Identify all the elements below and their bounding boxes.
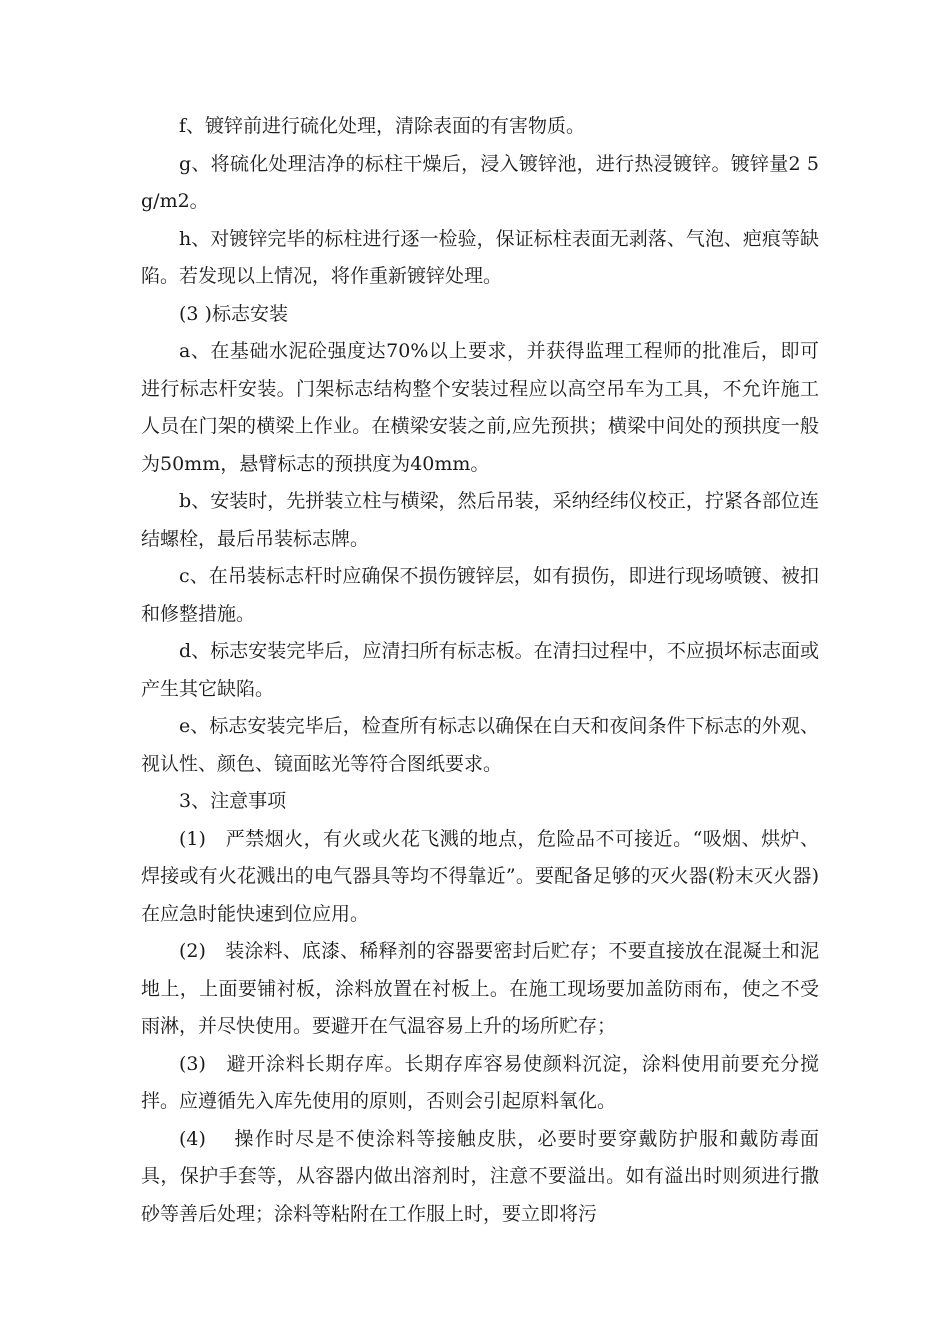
paragraph-d-cleaning: d、标志安装完毕后，应清扫所有标志板。在清扫过程中，不应损坏标志面或产生其它缺陷。 <box>141 640 819 700</box>
paragraph-f-sulfurization: f、镀锌前进行硫化处理，清除表面的有害物质。 <box>179 115 586 137</box>
paragraph-h-inspection: h、对镀锌完毕的标柱进行逐一检验，保证标柱表面无剥落、气泡、疤痕等缺陷。若发现以上情况，将作重新镀锌处理。 <box>141 227 819 287</box>
section-heading-precautions: 3、注意事项 <box>179 790 287 812</box>
paragraph-c-protect-galvanizing: c、在吊装标志杆时应确保不损伤镀锌层，如有损伤，即进行现场喷镀、被扣和修整措施。 <box>141 565 819 625</box>
paragraph-precaution-2: (2) 装涂料、底漆、稀释剂的容器要密封后贮存；不要直接放在混凝土和泥地上，上面要铺衬板，涂料放置在衬板上。在施工现场要加盖防雨布，使之不受雨淋，并尽快使用。要避开在气温容易上升的场所贮存； <box>141 940 819 1037</box>
paragraph-g-hot-dip-galvanizing: g、将硫化处理洁净的标柱干燥后，浸入镀锌池，进行热浸镀锌。镀锌量2 5g/m2。 <box>141 152 819 212</box>
paragraph-precaution-4: (4) 操作时尽是不使涂料等接触皮肤，必要时要穿戴防护服和戴防毒面具，保护手套等，从容器内做出溶剂时，注意不要溢出。如有溢出时则须进行撒砂等善后处理；涂料等粘附在工作服上时，要立即将污 <box>141 1127 819 1225</box>
section-heading-sign-installation: (3 )标志安装 <box>179 302 288 325</box>
paragraph-a-pole-installation: a、在基础水泥砼强度达70%以上要求，并获得监理工程师的批准后，即可进行标志杆安装。门架标志结构整个安装过程应以高空吊车为工具，不允许施工人员在门架的横梁上作业。在横梁安装之前,应先预拱；横梁中间处的预拱度一般为50mm，悬臂标志的预拱度为40mm。 <box>141 340 819 475</box>
paragraph-e-final-check: e、标志安装完毕后，检查所有标志以确保在白天和夜间条件下标志的外观、视认性、颜色、镜面眩光等符合图纸要求。 <box>141 715 819 775</box>
document-body <box>141 108 819 1233</box>
paragraph-precaution-1: (1) 严禁烟火，有火或火花飞溅的地点，危险品不可接近。“吸烟、烘炉、焊接或有火花溅出的电气器具等均不得靠近”。要配备足够的灭火器(粉末灭火器)在应急时能快速到位应用。 <box>141 827 819 925</box>
paragraph-b-assembly: b、安装时，先拼装立柱与横梁，然后吊装，采纳经纬仪校正，拧紧各部位连结螺栓，最后吊装标志牌。 <box>141 490 819 550</box>
paragraph-precaution-3: (3) 避开涂料长期存库。长期存库容易使颜料沉淀，涂料使用前要充分搅拌。应遵循先入库先使用的原则，否则会引起原料氧化。 <box>141 1052 819 1112</box>
